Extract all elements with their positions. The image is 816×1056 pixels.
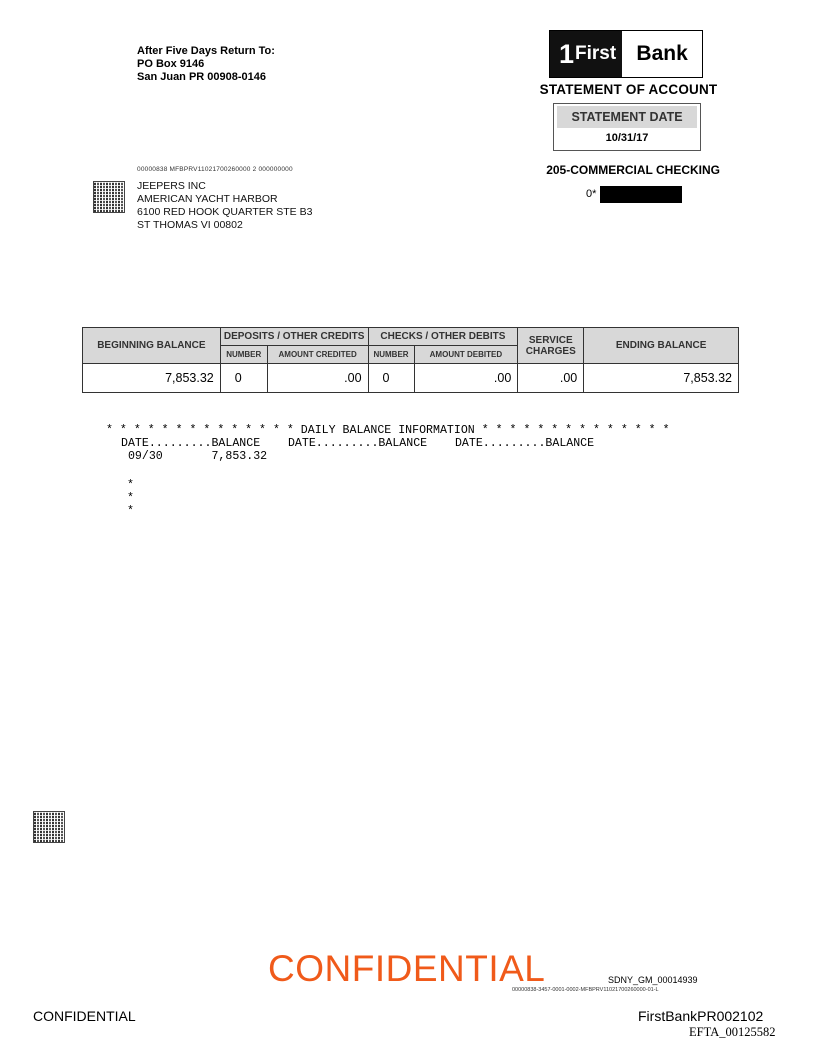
confidential-label: CONFIDENTIAL bbox=[33, 1008, 136, 1024]
col-beginning-balance: BEGINNING BALANCE bbox=[83, 328, 221, 364]
account-type: 205-COMMERCIAL CHECKING bbox=[546, 163, 720, 177]
datamatrix-barcode-bottom bbox=[33, 811, 65, 843]
table-row bbox=[83, 364, 739, 393]
address-line: 6100 RED HOOK QUARTER STE B3 bbox=[137, 206, 313, 218]
confidential-stamp: CONFIDENTIAL bbox=[268, 948, 546, 989]
logo-bank: Bank bbox=[622, 31, 702, 77]
address-line: AMERICAN YACHT HARBOR bbox=[137, 193, 278, 205]
col-debit-number: NUMBER bbox=[368, 346, 414, 364]
footer-fine-print: 00000838-3457-0001-0002-MFBPRV11021700260000-01-L bbox=[512, 987, 659, 993]
logo-first: First bbox=[575, 43, 617, 64]
ending-balance-value: 7,853.32 bbox=[584, 364, 739, 393]
datamatrix-barcode bbox=[93, 181, 125, 213]
service-label-1: SERVICE bbox=[528, 334, 573, 346]
logo-one: 1 bbox=[559, 38, 574, 69]
balance-summary-table bbox=[82, 327, 739, 393]
amount-debited-value: .00 bbox=[414, 364, 518, 393]
daily-balance-row: 09/30 7,853.32 bbox=[121, 450, 268, 463]
col-checks: CHECKS / OTHER DEBITS bbox=[368, 328, 518, 346]
statement-title: STATEMENT OF ACCOUNT bbox=[539, 82, 718, 97]
return-address-line: After Five Days Return To: bbox=[137, 45, 275, 57]
address-line: ST THOMAS VI 00802 bbox=[137, 219, 243, 231]
customer-name: JEEPERS INC bbox=[137, 180, 206, 192]
account-number-prefix: 0* bbox=[586, 188, 597, 200]
mail-sequence-line: 00000838 MFBPRV11021700260000 2 000000000 bbox=[137, 166, 293, 173]
daily-balance-columns: DATE.........BALANCE DATE.........BALANCE DATE.........BALANCE bbox=[121, 437, 595, 450]
service-label-2: CHARGES bbox=[525, 345, 576, 357]
sdny-bates-number: SDNY_GM_00014939 bbox=[608, 975, 698, 985]
table-header-row bbox=[83, 328, 739, 346]
service-charges-value: .00 bbox=[518, 364, 584, 393]
daily-balance-header: * * * * * * * * * * * * * * DAILY BALANCE INFORMATION * * * * * * * * * * * * * * bbox=[106, 424, 670, 437]
statement-date-box bbox=[553, 103, 701, 151]
mailing-address bbox=[137, 180, 312, 232]
return-address-line: PO Box 9146 bbox=[137, 58, 205, 70]
col-deposit-number: NUMBER bbox=[220, 346, 267, 364]
beginning-balance-value: 7,853.32 bbox=[83, 364, 221, 393]
bank-logo bbox=[549, 30, 703, 78]
col-service-charges bbox=[518, 328, 584, 364]
col-amount-debited: AMOUNT DEBITED bbox=[414, 346, 518, 364]
col-amount-credited: AMOUNT CREDITED bbox=[267, 346, 368, 364]
efta-number: EFTA_00125582 bbox=[689, 1025, 776, 1039]
col-deposits: DEPOSITS / OTHER CREDITS bbox=[220, 328, 368, 346]
return-address-line: San Juan PR 00908-0146 bbox=[137, 71, 267, 83]
bates-number: FirstBankPR002102 bbox=[638, 1008, 764, 1024]
col-ending-balance: ENDING BALANCE bbox=[584, 328, 739, 364]
daily-balance-stars: * * * bbox=[127, 479, 134, 518]
debit-number-value: 0 bbox=[368, 364, 414, 393]
statement-date-value: 10/31/17 bbox=[605, 132, 649, 144]
redaction-bar bbox=[600, 186, 682, 203]
amount-credited-value: .00 bbox=[267, 364, 368, 393]
statement-date-label: STATEMENT DATE bbox=[557, 106, 697, 128]
logo-dark-panel bbox=[550, 31, 622, 77]
return-address bbox=[137, 45, 275, 84]
deposit-number-value: 0 bbox=[220, 364, 267, 393]
